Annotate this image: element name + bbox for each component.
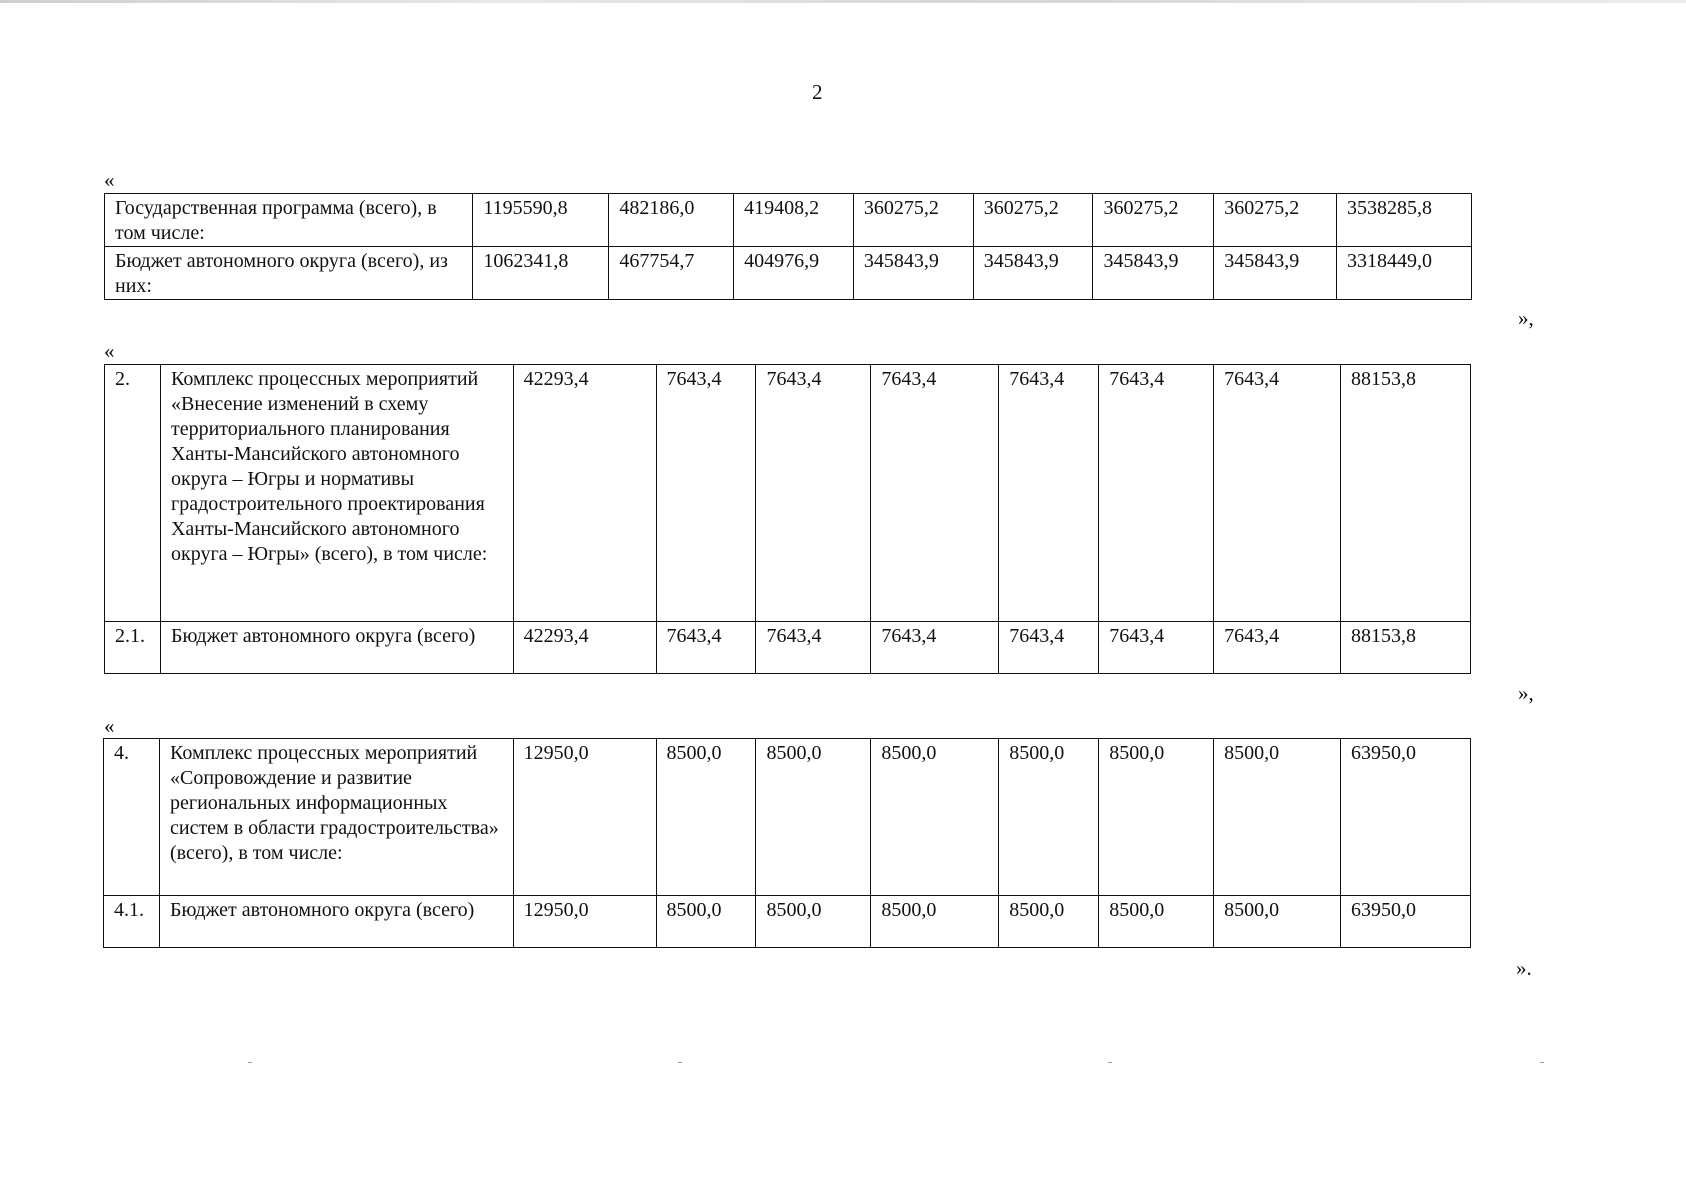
row-number: 4.: [104, 739, 160, 896]
cell-total: 88153,8: [1341, 622, 1471, 674]
row-number: 2.1.: [105, 622, 161, 674]
scan-speck: [678, 1062, 682, 1063]
table-activity-2: [104, 364, 1471, 674]
cell-value: 360275,2: [1214, 194, 1337, 247]
table-program-totals: [104, 193, 1472, 300]
cell-value: 7643,4: [999, 622, 1099, 674]
table-row: [105, 247, 1472, 300]
table-row: [105, 365, 1471, 622]
table-activity-4: [103, 738, 1471, 948]
cell-total: 63950,0: [1341, 739, 1471, 896]
cell-value: 8500,0: [656, 896, 756, 948]
cell-value: 7643,4: [871, 622, 999, 674]
cell-value: 7643,4: [1099, 622, 1214, 674]
cell-value: 7643,4: [656, 622, 756, 674]
cell-value: 8500,0: [1099, 896, 1214, 948]
page-number: 2: [812, 80, 823, 104]
cell-value: 8500,0: [871, 896, 999, 948]
cell-value: 1195590,8: [473, 194, 609, 247]
table-row: [105, 622, 1471, 674]
cell-value: 8500,0: [1099, 739, 1214, 896]
row-label: Бюджет автономного округа (всего): [159, 896, 513, 948]
cell-value: 7643,4: [999, 365, 1099, 622]
row-label: Государственная программа (всего), в том числе:: [105, 194, 473, 247]
table-row: [104, 739, 1471, 896]
cell-value: 7643,4: [871, 365, 999, 622]
cell-value: 12950,0: [513, 896, 656, 948]
cell-value: 8500,0: [871, 739, 999, 896]
row-label: Бюджет автономного округа (всего): [160, 622, 513, 674]
cell-total: 63950,0: [1341, 896, 1471, 948]
cell-value: 419408,2: [734, 194, 854, 247]
cell-value: 467754,7: [609, 247, 734, 300]
cell-value: 42293,4: [513, 365, 656, 622]
cell-value: 482186,0: [609, 194, 734, 247]
cell-value: 42293,4: [513, 622, 656, 674]
scan-speck: [1540, 1062, 1544, 1063]
scan-speck: [248, 1062, 252, 1063]
close-quote-1: »,: [1518, 306, 1534, 330]
cell-value: 8500,0: [999, 739, 1099, 896]
cell-value: 8500,0: [656, 739, 756, 896]
cell-value: 1062341,8: [473, 247, 609, 300]
cell-value: 12950,0: [513, 739, 656, 896]
cell-value: 7643,4: [1214, 365, 1341, 622]
open-quote-2: «: [104, 339, 115, 363]
row-label: Комплекс процессных мероприятий «Внесение изменений в схему территориального планирования Ханты-Мансийского автономного округа – Югры и нормативы градостроительного проектирования Ханты-Мансийского автономного округа – Югры» (всего), в том числе:: [160, 365, 513, 622]
cell-value: 345843,9: [1093, 247, 1214, 300]
open-quote-1: «: [104, 168, 115, 192]
cell-total: 3318449,0: [1337, 247, 1472, 300]
cell-value: 8500,0: [999, 896, 1099, 948]
scan-edge: [0, 0, 1686, 3]
cell-value: 345843,9: [1214, 247, 1337, 300]
cell-value: 8500,0: [756, 739, 871, 896]
cell-value: 7643,4: [1099, 365, 1214, 622]
cell-value: 7643,4: [756, 365, 871, 622]
row-label: Бюджет автономного округа (всего), из них:: [105, 247, 473, 300]
scan-speck: [1108, 1062, 1112, 1063]
cell-value: 8500,0: [1214, 896, 1341, 948]
cell-value: 360275,2: [853, 194, 973, 247]
close-quote-3: ».: [1516, 956, 1532, 980]
table-row: [105, 194, 1472, 247]
cell-value: 8500,0: [756, 896, 871, 948]
close-quote-2: »,: [1518, 681, 1534, 705]
cell-value: 7643,4: [656, 365, 756, 622]
cell-value: 7643,4: [1214, 622, 1341, 674]
cell-value: 345843,9: [853, 247, 973, 300]
cell-value: 8500,0: [1214, 739, 1341, 896]
cell-value: 345843,9: [973, 247, 1093, 300]
row-number: 4.1.: [104, 896, 160, 948]
row-label: Комплекс процессных мероприятий «Сопровождение и развитие региональных информационных систем в области градостроительства» (всего), в том числе:: [159, 739, 513, 896]
cell-value: 404976,9: [734, 247, 854, 300]
row-number: 2.: [105, 365, 161, 622]
cell-total: 3538285,8: [1337, 194, 1472, 247]
table-row: [104, 896, 1471, 948]
cell-value: 360275,2: [973, 194, 1093, 247]
cell-value: 360275,2: [1093, 194, 1214, 247]
cell-value: 7643,4: [756, 622, 871, 674]
cell-total: 88153,8: [1341, 365, 1471, 622]
open-quote-3: «: [104, 714, 115, 738]
